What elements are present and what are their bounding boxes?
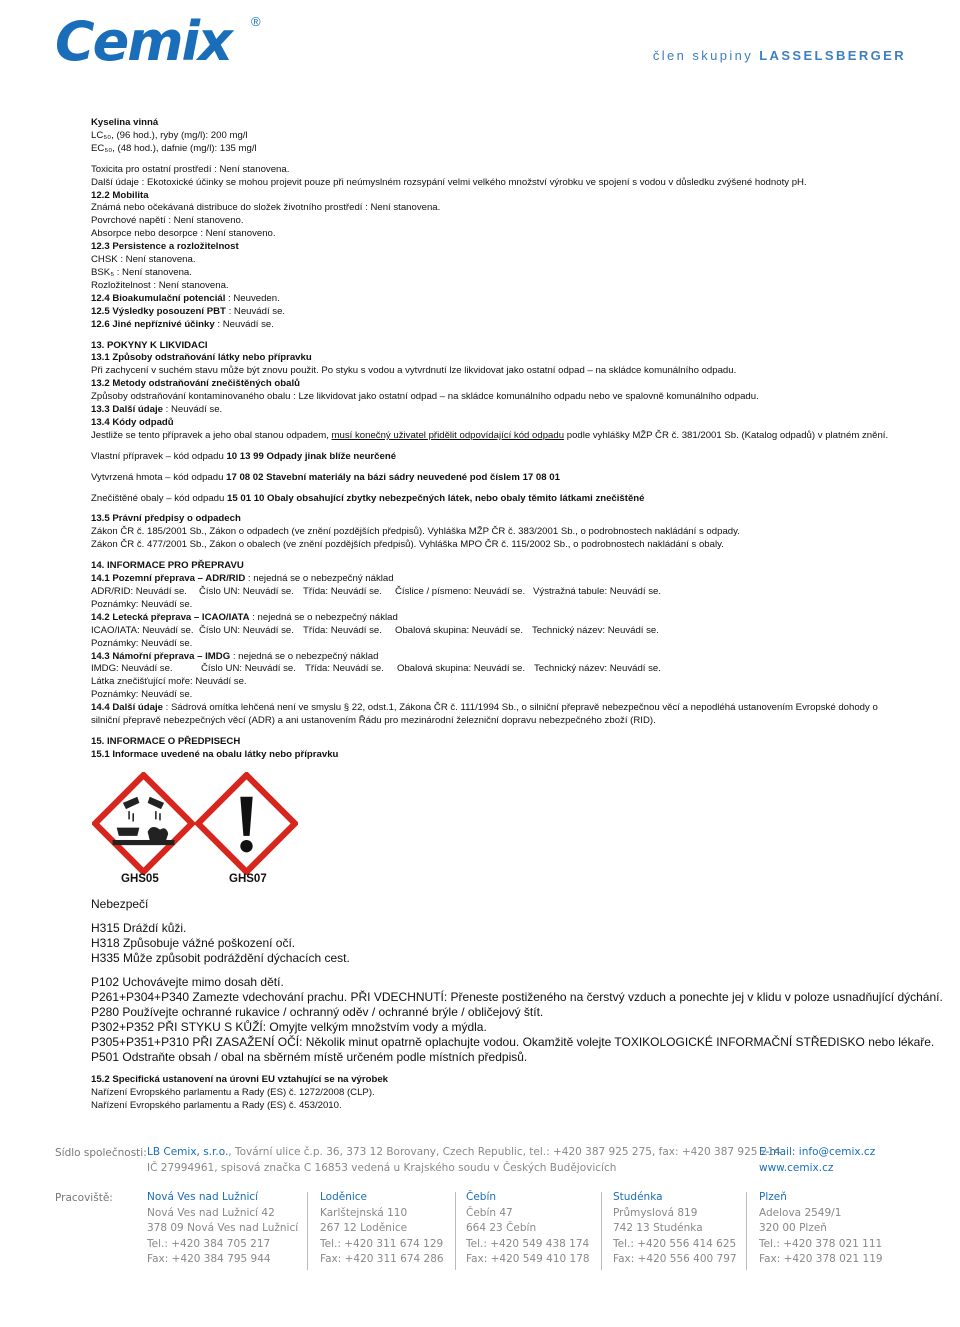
heading-15-1: 15.1 Informace uvedené na obalu látky nebo přípravku	[91, 748, 339, 760]
heading-14-1: 14.1 Pozemní přeprava – ADR/RID	[91, 573, 246, 585]
site-lodenice: Loděnice Karlštejnská 110 267 12 Loděnice Tel.: +420 311 674 129 Fax: +420 311 674 286	[320, 1191, 444, 1265]
label-statements	[91, 897, 943, 1065]
group-name: LASSELSBERGER	[759, 48, 906, 63]
disposal-method: Při zachycení v suchém stavu může být znovu použit. Po styku s vodou a vytvrdnutí lze likvidovat jako ostatní odpad – na skládce komunálního odpadu.	[91, 365, 737, 377]
absorption: Absorpce nebo desorpce : Není stanoveno.	[91, 228, 276, 240]
transport-note-1: Poznámky: Neuvádí se.	[91, 598, 193, 610]
h-statement: H315 Dráždí kůži.	[91, 921, 187, 935]
value-13-3: : Neuvádí se.	[163, 404, 223, 416]
logo-text: Cemix	[55, 10, 231, 73]
p-statement: P261+P304+P340 Zamezte vdechování prachu. PŘI VDECHNUTÍ: Přeneste postiženého na čerstvý vzduch a ponechte jej v klidu v poloze usnadňující dýchání.	[91, 990, 943, 1004]
signal-word: Nebezpečí	[91, 897, 149, 911]
transport-row-adr: ADR/RID: Neuvádí se. Číslo UN: Neuvádí se. Třída: Neuvádí se. Číslice / písmeno: Neuvádí se. Výstražná tabule: Neuvádí se.	[91, 586, 661, 597]
site-nova-ves: Nová Ves nad Lužnicí Nová Ves nad Lužnicí 42 378 09 Nová Ves nad Lužnicí Tel.: +420 384 705 217 Fax: +420 384 795 944	[147, 1191, 299, 1265]
site-plzen: Plzeň Adelova 2549/1 320 00 Plzeň Tel.: +420 378 021 111 Fax: +420 378 021 119	[759, 1191, 883, 1265]
value-12-6: : Neuvádí se.	[214, 318, 274, 330]
other-data-12: Další údaje : Ekotoxické účinky se mohou projevit pouze při neúmyslném rozsypání velmi velkého množství výrobku ve spojení s vodou v důsledku zvýšené hodnoty pH.	[91, 176, 807, 188]
transport-row-icao: ICAO/IATA: Neuvádí se. Číslo UN: Neuvádí se. Třída: Neuvádí se. Obalová skupina: Neuvádí se. Technický název: Neuvádí se.	[91, 624, 659, 636]
lc50-line: LC₅₀, (96 hod.), ryby (mg/l): 200 mg/l	[91, 129, 248, 141]
transport-note-2: Poznámky: Neuvádí se.	[91, 637, 193, 649]
ghs05-corrosion-icon	[92, 772, 195, 875]
transport-row-imdg: IMDG: Neuvádí se. Číslo UN: Neuvádí se. Třída: Neuvádí se. Obalová skupina: Neuvádí se. Technický název: Neuvádí se.	[91, 663, 661, 675]
site-studenka: Studénka Průmyslová 819 742 13 Studénka Tel.: +420 556 414 625 Fax: +420 556 400 797	[613, 1191, 737, 1265]
waste-code-packaging: Znečištěné obaly – kód odpadu 15 01 10 Obaly obsahující zbytky nebezpečných látek, nebo obaly těmito látkami znečištěné	[91, 492, 645, 504]
h-statement: H318 Způsobuje vážné poškození očí.	[91, 936, 296, 950]
surface-tension: Povrchové napětí : Není stanoveno.	[91, 215, 244, 227]
degradability: Rozložitelnost : Není stanovena.	[91, 279, 229, 291]
transport-other-2: silniční přepravě nebezpečných věcí (ADR) a ani ustanovením Řádu pro mezinárodní železniční dopravu nebezpečného zboží (RID).	[91, 715, 656, 727]
heading-13: 13. POKYNY K LIKVIDACI	[91, 339, 208, 351]
marine-pollutant: Látka znečišťující moře: Neuvádí se.	[91, 676, 247, 688]
ghs05-label: GHS05	[121, 873, 159, 885]
eu-regulation-1: Nařízení Evropského parlamentu a Rady (ES) č. 1272/2008 (CLP).	[91, 1086, 375, 1098]
heading-12-6: 12.6 Jiné nepříznivé účinky	[91, 318, 215, 330]
heading-12-2: 12.2 Mobilita	[91, 189, 149, 201]
bsk5: BSK₅ : Není stanovena.	[91, 266, 192, 278]
value-12-4: : Neuveden.	[225, 292, 280, 304]
web-link[interactable]: www.cemix.cz	[759, 1161, 834, 1174]
p-statement: P102 Uchovávejte mimo dosah dětí.	[91, 975, 284, 989]
section-15-2	[91, 1074, 881, 1113]
ghs07-label: GHS07	[229, 873, 267, 885]
group-membership	[653, 48, 906, 63]
packaging-disposal: Způsoby odstraňování kontaminovaného obalu : Lze likvidovat jako ostatní odpad – na skládce komunálního odpadu nebo ve spalovně komunálního odpadu.	[91, 391, 759, 403]
waste-code-intro: Jestliže se tento přípravek a jeho obal stanou odpadem, musí konečný uživatel přidělit odpovídající kód odpadu podle vyhlášky MŽP ČR č. 381/2001 Sb. (Katalog odpadů) v platném znění.	[91, 429, 889, 441]
waste-code-product: Vlastní přípravek – kód odpadu 10 13 99 Odpady jinak blíže neurčené	[91, 450, 397, 462]
contact	[759, 1145, 875, 1176]
email-link[interactable]: E-mail: info@cemix.cz	[759, 1146, 876, 1158]
group-prefix: člen skupiny	[652, 48, 754, 63]
heading-14-3: 14.3 Námořní přeprava – IMDG	[91, 650, 231, 662]
substance-name: Kyselina vinná	[91, 117, 159, 128]
toxicity-other: Toxicita pro ostatní prostředí : Není stanovena.	[91, 163, 290, 175]
seat-label: Sídlo společnosti:	[55, 1147, 147, 1159]
document-body: Kyselina vinná LC₅₀, (96 hod.), ryby (mg/l): 200 mg/l EC₅₀, (48 hod.), dafnie (mg/l): 135 mg/l Toxicita pro ostatní prostředí : Není stanovena. Další údaje : Ekotoxické účinky se mohou projevit pouze při neúmyslném rozsypání velmi velkého množství výrobku ve spojení s vodou v důsledku zvýšené hodnoty pH. 12.2 Mobilita Známá nebo očekávaná distribuce do složek životního prostředí : Není stanovena. Povrchové napětí : Není stanoveno. Absorpce nebo desorpce : Není stanoveno. 12.3 Persistence a rozložitelnost CHSK : Není stanovena. BSK₅ : Není stanovena. Rozložitelnost : Není stanovena. 12.4 Bioakumulační potenciál : Neuveden. 12.5 Výsledky posouzení PBT : Neuvádí se. 12.6 Jiné nepříznivé účinky : Neuvádí se. 13. POKYNY K LIKVIDACI 13.1 Způsoby odstraňování látky nebo přípravku Při zachycení v suchém stavu může být znovu použit. Po styku s vodou a vytvrdnutí lze likvidovat jako ostatní odpad – na skládce komunálního odpadu. 13.2 Metody odstraňování znečištěných obalů Způsoby odstraňování kontaminovaného obalu : Lze likvidovat jako ostatní odpad – na skládce komunálního odpadu nebo ve spalovně komunálního odpadu. 13.3 Další údaje : Neuvádí se. 13.4 Kódy odpadů Jestliže se tento přípravek a jeho obal stanou odpadem, musí konečný uživatel přidělit odpovídající kód odpadu podle vyhlášky MŽP ČR č. 381/2001 Sb. (Katalog odpadů) v platném znění. Vlastní přípravek – kód odpadu 10 13 99 Odpady jinak blíže neurčené Vytvrzená hmota – kód odpadu 17 08 02 Stavební materiály na bázi sádry neuvedené pod číslem 17 08 01 Znečištěné obaly – kód odpadu 15 01 10 Obaly obsahující zbytky nebezpečných látek, nebo obaly těmito látkami znečištěné 13.5 Právní předpisy o odpadech Zákon ČR č. 185/2001 Sb., Zákon o odpadech (ve znění pozdějších předpisů). Vyhláška MŽP ČR č. 383/2001 Sb., o podrobnostech nakládání s odpady. Zákon ČR č. 477/2001 Sb., Zákon o obalech (ve znění pozdějších předpisů). Vyhláška MPO ČR č. 115/2002 Sb., o podrobnostech nakládání s obaly. 14. INFORMACE PRO PŘEPRAVU 14.1 Pozemní přeprava – ADR/RID : nejedná se o nebezpečný náklad ADR/RID: Neuvádí se. Číslo UN: Neuvádí se. Třída: Neuvádí se. Číslice / písmeno: Neuvádí se. Výstražná tabule: Neuvádí se. Poznámky: Neuvádí se. 14.2 Letecká přeprava – ICAO/IATA : nejedná se o nebezpečný náklad ICAO/IATA: Neuvádí se. Číslo UN: Neuvádí se. Třída: Neuvádí se. Obalová skupina: Neuvádí se. Technický název: Neuvádí se. Poznámky: Neuvádí se. 14.3 Námořní přeprava – IMDG : nejedná se o nebezpečný náklad IMDG: Neuvádí se. Číslo UN: Neuvádí se. Třída: Neuvádí se. Obalová skupina: Neuvádí se. Technický název: Neuvádí se. Látka znečišťující moře: Neuvádí se. Poznámky: Neuvádí se. 14.4 Další údaje : Sádrová omítka lehčená není ve smyslu § 22, odst.1, Zákona ČR č. 111/1994 Sb., o silniční přepravě nebezpečnou věcí a nepodléhá ustanovením Evropské dohody o silniční přepravě nebezpečných věcí (ADR) a ani ustanovením Řádu pro mezinárodní železniční dopravu nebezpečného zboží (RID). 15. INFORMACE O PŘEDPISECH 15.1 Informace uvedené na obalu látky nebo přípravku	[91, 117, 889, 760]
p-statement: P305+P351+P310 PŘI ZASAŽENÍ OČÍ: Několik minut opatrně oplachujte vodou. Okamžitě volejte TOXIKOLOGICKÉ INFORMAČNÍ STŘEDISKO nebo lékaře.	[91, 1035, 935, 1049]
site-cebin: Čebín Čebín 47 664 23 Čebín Tel.: +420 549 438 174 Fax: +420 549 410 178	[466, 1191, 590, 1265]
value-12-5: : Neuvádí se.	[225, 305, 286, 317]
ec50-line: EC₅₀, (48 hod.), dafnie (mg/l): 135 mg/l	[91, 142, 257, 154]
heading-13-1: 13.1 Způsoby odstraňování látky nebo přípravku	[91, 352, 312, 364]
heading-14-4: 14.4 Další údaje	[91, 702, 163, 714]
ghs07-exclamation-icon	[195, 772, 298, 875]
p-statement: P280 Používejte ochranné rukavice / ochranný oděv / ochranné brýle / obličejový štít.	[91, 1005, 544, 1019]
p-statement: P501 Odstraňte obsah / obal na sběrném místě určeném podle místních předpisů.	[91, 1050, 528, 1064]
law-waste: Zákon ČR č. 185/2001 Sb., Zákon o odpadech (ve znění pozdějších předpisů). Vyhláška MŽP ČR č. 383/2001 Sb., o podrobnostech nakládání s odpady.	[91, 526, 740, 538]
waste-code-hardened: Vytvrzená hmota – kód odpadu 17 08 02 Stavební materiály na bázi sádry neuvedené pod číslem 17 08 01	[91, 471, 560, 483]
logo-registered-mark: ®	[251, 14, 261, 29]
cemix-logo	[55, 10, 261, 73]
heading-13-2: 13.2 Metody odstraňování znečištěných obalů	[91, 378, 300, 390]
seat-address: LB Cemix, s.r.o., Tovární ulice č.p. 36, 373 12 Borovany, Czech Republic, tel.: +420 387 925 275, fax: +420 387 925 214 IČ 27994961, spisová značka C 16853 vedená u Krajského soudu v Českých Budějovicích	[147, 1146, 781, 1174]
p-statement: P302+P352 PŘI STYKU S KŮŽÍ: Omyjte velkým množstvím vody a mýdla.	[91, 1020, 487, 1034]
transport-note-3: Poznámky: Neuvádí se.	[91, 689, 193, 701]
heading-12-3: 12.3 Persistence a rozložitelnost	[91, 241, 239, 253]
heading-14: 14. INFORMACE PRO PŘEPRAVU	[91, 560, 244, 572]
heading-13-5: 13.5 Právní předpisy o odpadech	[91, 513, 241, 525]
work-label: Pracoviště:	[55, 1192, 113, 1204]
h-statement: H335 Může způsobit podráždění dýchacích cest.	[91, 951, 350, 965]
eu-regulation-2: Nařízení Evropského parlamentu a Rady (ES) č. 453/2010.	[91, 1099, 342, 1111]
mobility-distribution: Známá nebo očekávaná distribuce do složek životního prostředí : Není stanovena.	[91, 202, 441, 214]
heading-15: 15. INFORMACE O PŘEDPISECH	[91, 735, 241, 747]
heading-14-2: 14.2 Letecká přeprava – ICAO/IATA	[91, 611, 250, 623]
chsk: CHSK : Není stanovena.	[91, 254, 196, 266]
heading-15-2: 15.2 Specifická ustanovení na úrovni EU vztahující se na výrobek	[91, 1074, 388, 1085]
law-packaging: Zákon ČR č. 477/2001 Sb., Zákon o obalech (ve znění pozdějších předpisů). Vyhláška MPO ČR č. 115/2002 Sb., o podrobnostech nakládání s obaly.	[91, 539, 724, 551]
underlined-text: musí konečný uživatel přidělit odpovídající kód odpadu	[331, 429, 565, 441]
heading-13-3: 13.3 Další údaje	[91, 404, 163, 416]
heading-12-5: 12.5 Výsledky posouzení PBT	[91, 305, 226, 317]
heading-13-4: 13.4 Kódy odpadů	[91, 416, 174, 428]
footer	[0, 1138, 960, 1327]
heading-12-4: 12.4 Bioakumulační potenciál	[91, 292, 226, 304]
